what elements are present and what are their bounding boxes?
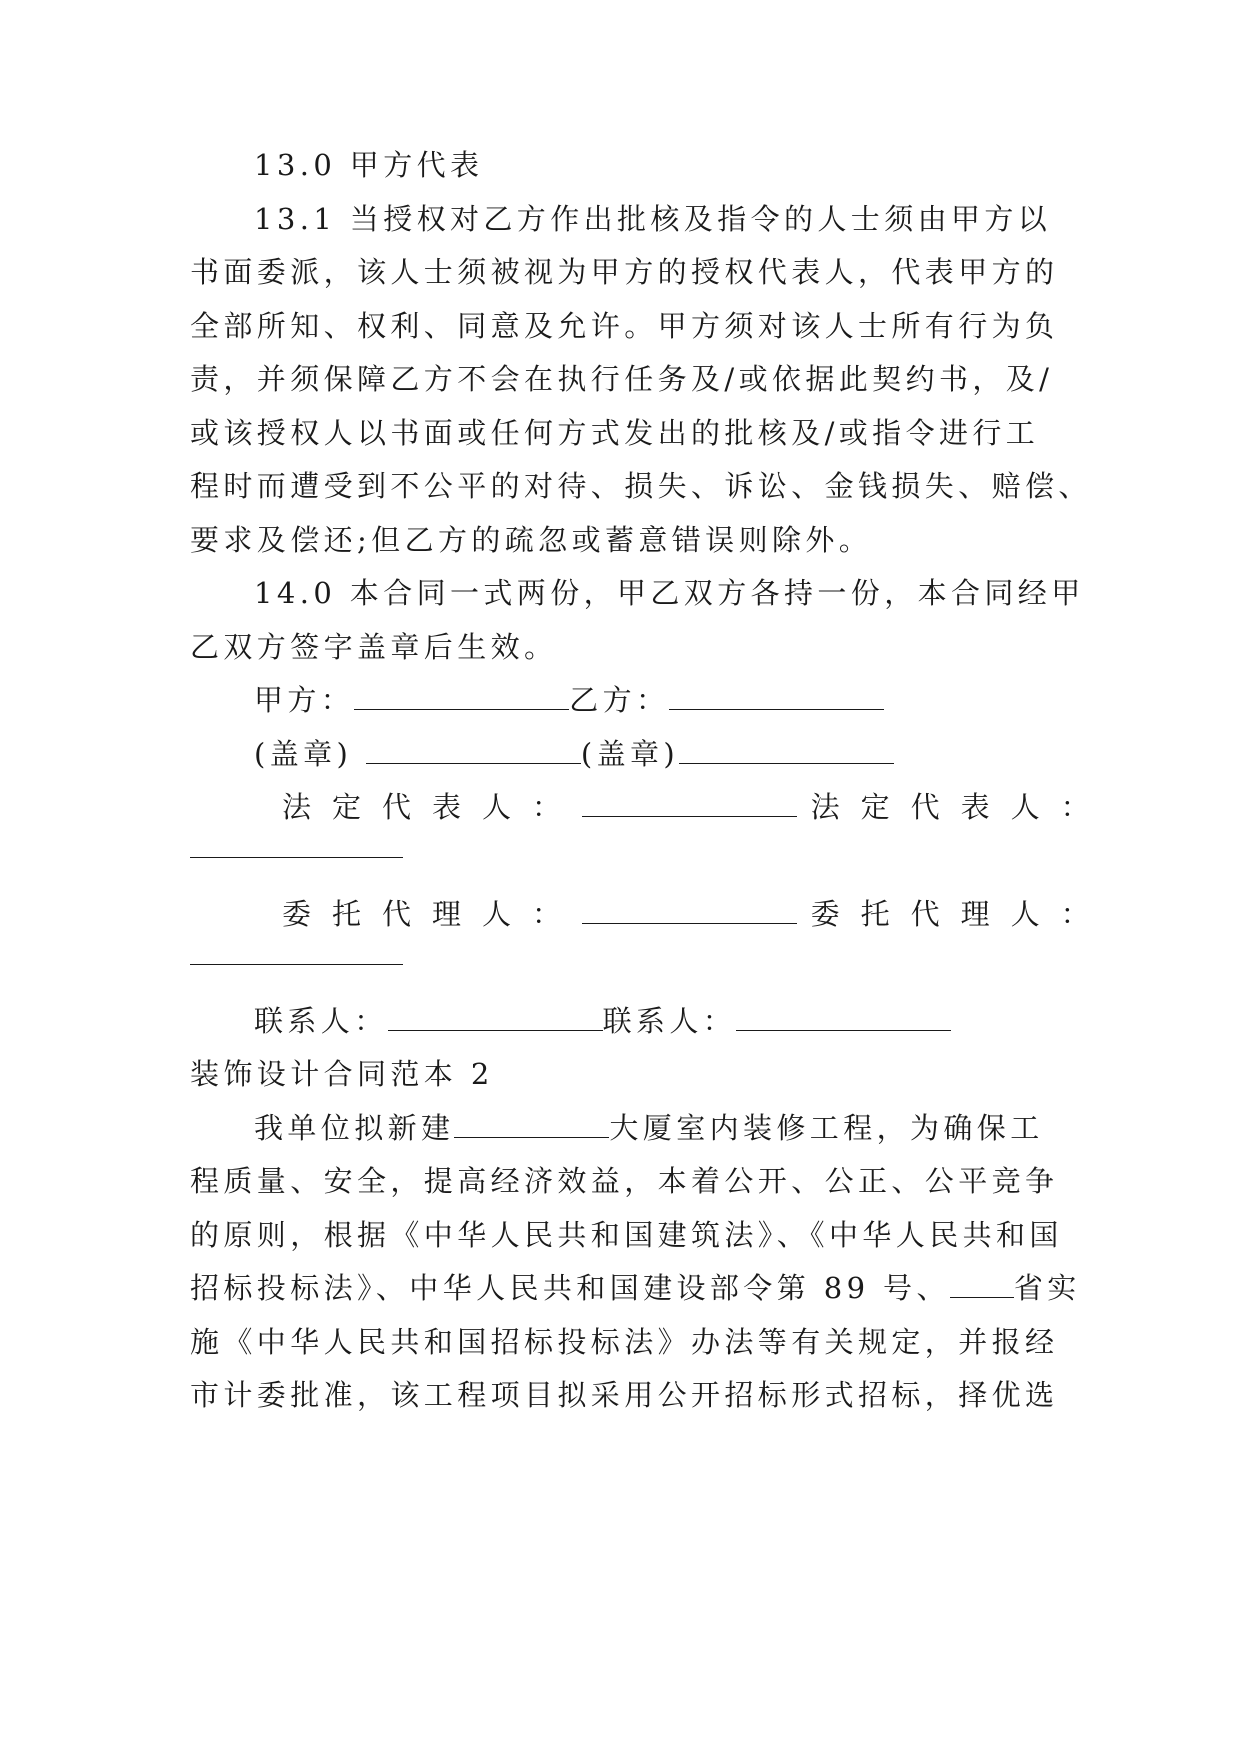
party-line <box>254 680 1114 720</box>
seal-a-blank[interactable] <box>366 741 581 764</box>
legal-rep-line <box>282 787 1142 827</box>
section-13-1-line: 书面委派，该人士须被视为甲方的授权代表人，代表甲方的 <box>190 255 1059 289</box>
agent-a-blank[interactable] <box>582 901 797 924</box>
template-2-line: 的原则，根据《中华人民共和国建筑法》、《中华人民共和国 <box>190 1218 1063 1252</box>
seal-line <box>254 734 1114 774</box>
legal-rep-b-blank[interactable] <box>190 857 403 858</box>
template-2-line: 程质量、安全，提高经济效益，本着公开、公正、公平竞争 <box>190 1164 1059 1198</box>
contact-b-label: 联系人： <box>602 1004 737 1038</box>
seal-a-label: (盖章) <box>254 737 353 771</box>
contact-line <box>254 1001 1114 1041</box>
section-13-0-heading: 13.0 甲方代表 <box>254 148 484 182</box>
agent-b-blank[interactable] <box>190 964 403 965</box>
party-b-label: 乙方： <box>569 683 670 717</box>
template-2-text: 招标投标法》、中华人民共和国建设部令第 89 号、 <box>190 1271 950 1305</box>
template-2-line: 市计委批准，该工程项目拟采用公开招标形式招标，择优选 <box>190 1378 1059 1412</box>
template-2-text: 我单位拟新建 <box>254 1111 455 1145</box>
agent-line <box>282 894 1142 934</box>
party-b-blank[interactable] <box>669 687 884 710</box>
contact-a-blank[interactable] <box>388 1008 603 1031</box>
template-2-text: 大厦室内装修工程，为确保工 <box>609 1111 1044 1145</box>
contact-a-label: 联系人： <box>254 1004 388 1038</box>
legal-rep-a-blank[interactable] <box>582 794 797 817</box>
section-14-0-line: 14.0 本合同一式两份，甲乙双方各持一份，本合同经甲 <box>254 576 1085 610</box>
section-13-1-line: 或该授权人以书面或任何方式发出的批核及/或指令进行工 <box>190 416 1040 450</box>
template-2-line <box>254 1108 1114 1148</box>
party-a-blank[interactable] <box>354 687 569 710</box>
template-2-line: 施《中华人民共和国招标投标法》办法等有关规定，并报经 <box>190 1325 1059 1359</box>
party-a-label: 甲方： <box>254 683 355 717</box>
section-14-0-line: 乙双方签字盖章后生效。 <box>190 630 558 664</box>
section-13-1-line: 程时而遭受到不公平的对待、损失、诉讼、金钱损失、赔偿、 <box>190 469 1092 503</box>
template-2-text: 省实 <box>1013 1271 1081 1305</box>
building-name-blank[interactable] <box>454 1115 609 1138</box>
section-13-1-line: 全部所知、权利、同意及允许。甲方须对该人士所有行为负 <box>190 309 1059 343</box>
template-2-line <box>190 1268 1081 1308</box>
template-2-title: 装饰设计合同范本 2 <box>190 1057 494 1091</box>
seal-b-blank[interactable] <box>679 741 894 764</box>
province-blank[interactable] <box>950 1275 1014 1298</box>
agent-b-label: 委托代理人： <box>810 897 1111 931</box>
section-13-1-line: 13.1 当授权对乙方作出批核及指令的人士须由甲方以 <box>254 202 1052 236</box>
legal-rep-a-label: 法定代表人： <box>282 790 583 824</box>
section-13-1-line: 要求及偿还;但乙方的疏忽或蓄意错误则除外。 <box>190 523 873 557</box>
legal-rep-b-label: 法定代表人： <box>810 790 1111 824</box>
contact-b-blank[interactable] <box>736 1008 951 1031</box>
agent-a-label: 委托代理人： <box>282 897 583 931</box>
section-13-1-line: 责，并须保障乙方不会在执行任务及/或依据此契约书，及/ <box>190 362 1054 396</box>
seal-b-label: (盖章) <box>580 737 680 771</box>
